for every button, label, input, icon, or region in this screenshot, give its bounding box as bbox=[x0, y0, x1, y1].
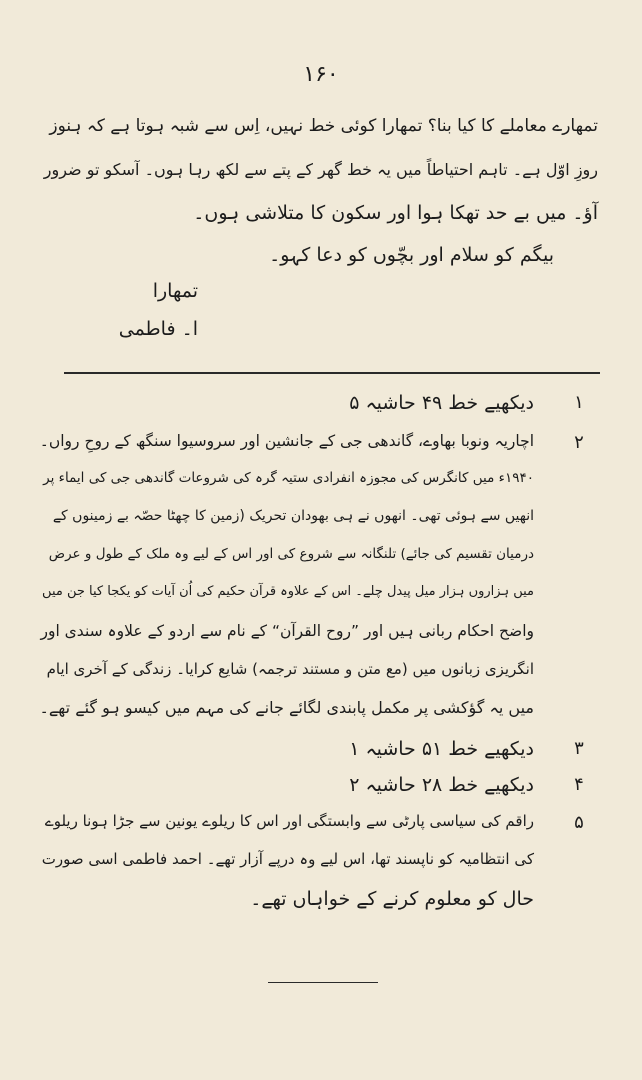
footnote-1 bbox=[40, 392, 600, 422]
page-number: ۱۶۰ bbox=[303, 62, 339, 87]
footnote-text: میں ہزاروں ہزار میل پیدل چلے۔ اس کے علاوہ قرآن حکیم کی اُن آیات کو یکجا کیا جن میں bbox=[42, 584, 534, 599]
footnote-text: ۱۹۴۰ء میں کانگرس کی مجوزہ انفرادی ستیہ گرہ کی شروعات گاندھی جی کی ایماء پر bbox=[43, 470, 534, 486]
footnote-text: دیکھیے خط ۲۸ حاشیہ ۲ bbox=[349, 774, 534, 796]
footnote-2-cont bbox=[40, 546, 600, 576]
footnote-marker: ۱ bbox=[574, 392, 584, 413]
letter-line: تمھارے معاملے کا کیا بنا؟ تمھارا کوئی خط نہیں، اِس سے شبہ ہوتا ہے کہ ہنوز bbox=[49, 116, 598, 136]
footnote-text: انگریزی زبانوں میں (مع متن و مستند ترجمہ) شایع کرایا۔ زندگی کے آخری ایام bbox=[46, 660, 534, 678]
footnote-2-cont bbox=[40, 660, 600, 690]
footnote-2-cont bbox=[40, 622, 600, 652]
letter-closing: تمھارا bbox=[152, 280, 198, 302]
letter-line: آؤ۔ میں بے حد تھکا ہوا اور سکون کا متلاشی ہوں۔ bbox=[193, 202, 598, 224]
footnote-text: اچاریہ ونوبا بھاوے، گاندھی جی کے جانشین اور سروسیوا سنگھ کے روحِ رواں۔ bbox=[39, 432, 534, 450]
footnote-5-cont bbox=[40, 850, 600, 880]
letter-line: روزِ اوّل ہے۔ تاہم احتیاطاً میں یہ خط گھر کے پتے سے لکھ رہا ہوں۔ آسکو تو ضرور bbox=[43, 160, 598, 179]
footnote-marker: ۳ bbox=[574, 738, 584, 759]
footnote-2-cont bbox=[40, 508, 600, 538]
footnote-2-cont bbox=[40, 470, 600, 500]
footnote-text: حال کو معلوم کرنے کے خواہاں تھے۔ bbox=[250, 888, 534, 910]
footnote-2-cont bbox=[40, 698, 600, 728]
footnote-marker: ۴ bbox=[574, 774, 584, 795]
footnote-marker: ۲ bbox=[574, 432, 584, 453]
footnote-text: درمیان تقسیم کی جائے) تلنگانہ سے شروع کی اور اس کے لیے وہ ملک کے طول و عرض bbox=[48, 546, 534, 562]
footnote-text: راقم کی سیاسی پارٹی سے وابستگی اور اس کا ریلوے یونین سے جڑا ہونا ریلوے bbox=[44, 812, 534, 830]
end-rule bbox=[268, 982, 378, 983]
footnote-2-cont bbox=[40, 584, 600, 614]
footnote-5 bbox=[40, 812, 600, 842]
footnote-text: دیکھیے خط ۴۹ حاشیہ ۵ bbox=[349, 392, 534, 414]
footnote-text: کی انتظامیہ کو ناپسند تھا، اس لیے وہ درپے آزار تھے۔ احمد فاطمی اسی صورت bbox=[41, 850, 534, 868]
letter-line: بیگم کو سلام اور بچّوں کو دعا کہو۔ bbox=[269, 244, 554, 266]
footnote-text: انھیں سے ہوئی تھی۔ انھوں نے ہی بھودان تحریک (زمین کا چھٹا حصّہ بے زمینوں کے bbox=[52, 508, 534, 524]
footnote-4 bbox=[40, 774, 600, 804]
footnote-marker: ۵ bbox=[574, 812, 584, 833]
footnote-text: واضح احکام ربانی ہیں اور ”روح القرآن“ کے نام سے اردو کے علاوہ سندی اور bbox=[40, 622, 534, 640]
footnote-2 bbox=[40, 432, 600, 462]
footnote-separator bbox=[64, 372, 600, 374]
footnote-text: میں یہ گؤکشی پر مکمل پابندی لگائے جانے کی مہم میں کیسو ہو گئے تھے۔ bbox=[39, 698, 534, 717]
footnote-5-cont bbox=[40, 888, 600, 918]
footnote-3 bbox=[40, 738, 600, 768]
footnote-text: دیکھیے خط ۵۱ حاشیہ ۱ bbox=[349, 738, 534, 760]
letter-signature: ا۔ فاطمی bbox=[118, 318, 198, 340]
